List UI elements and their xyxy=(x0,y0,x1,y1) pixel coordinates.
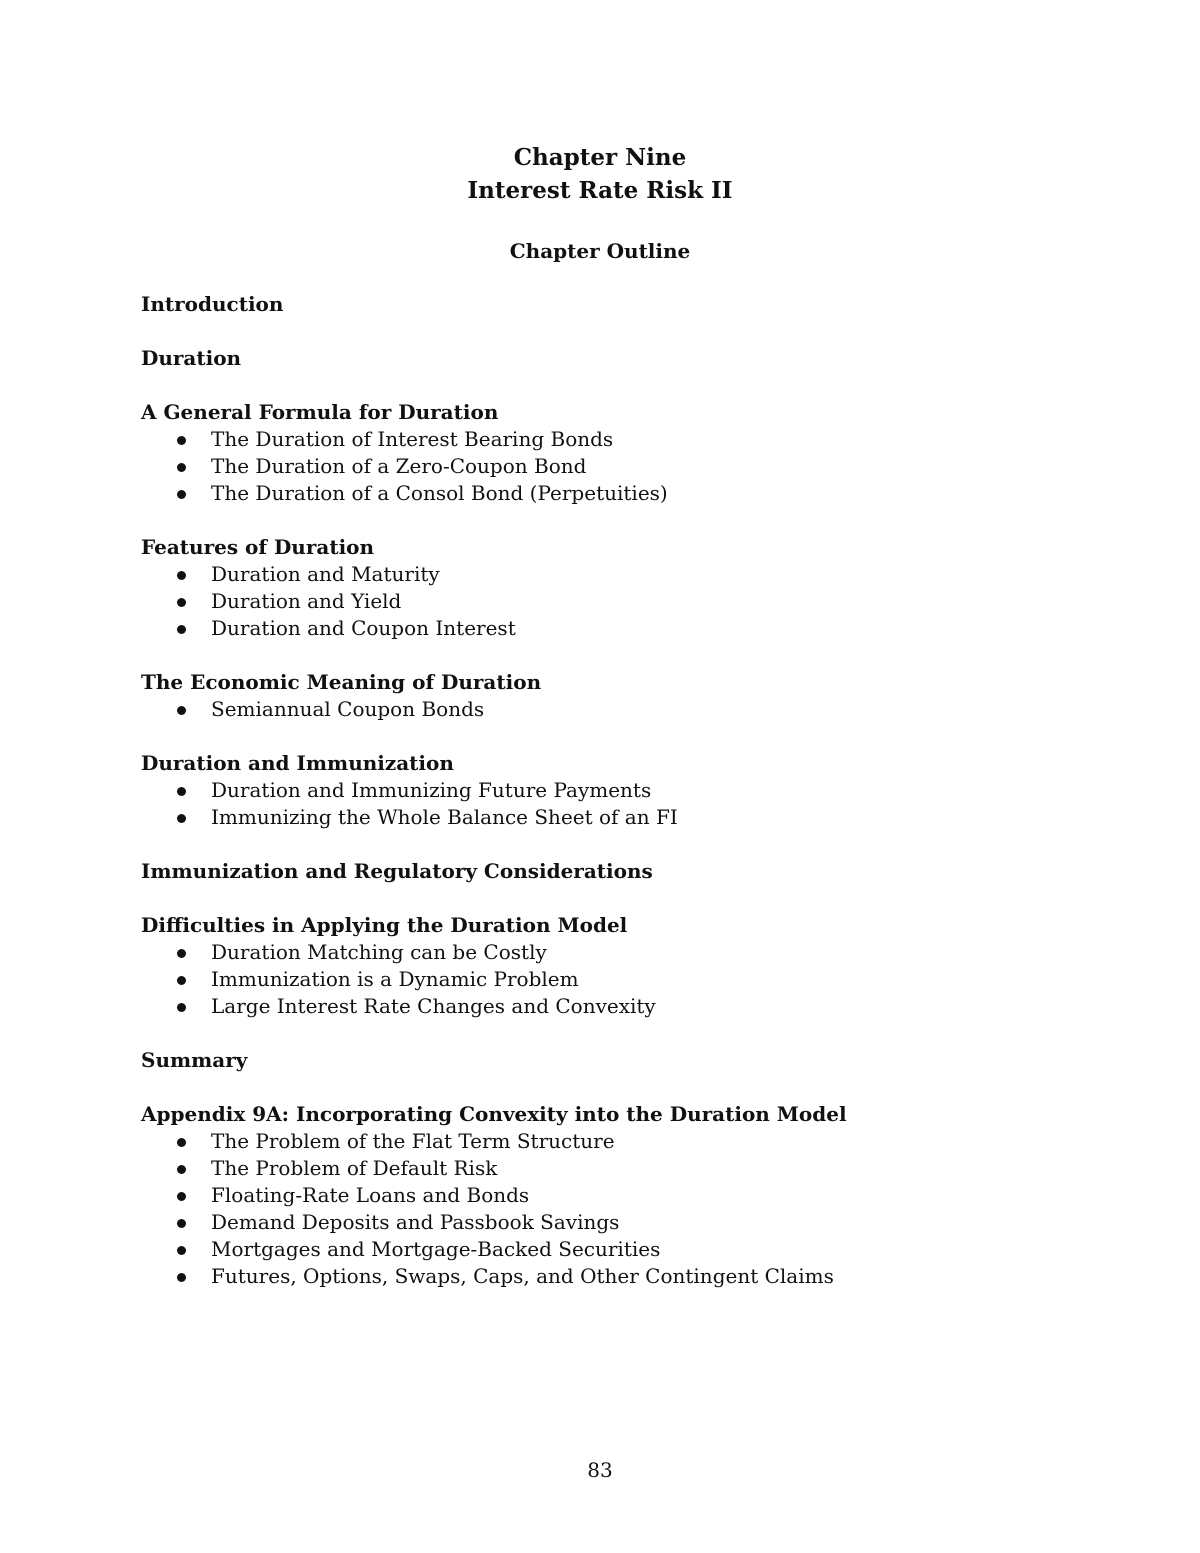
list-item-text: Demand Deposits and Passbook Savings xyxy=(211,1210,620,1234)
list-item-text: The Duration of a Zero-Coupon Bond xyxy=(211,454,587,478)
section-title: Appendix 9A: Incorporating Convexity into the Duration Model xyxy=(141,1102,847,1126)
list-item-text: Duration Matching can be Costly xyxy=(211,940,547,964)
list-item xyxy=(141,561,1061,588)
bullet-icon xyxy=(177,787,186,796)
list-item-text: Immunization is a Dynamic Problem xyxy=(211,967,579,991)
bullet-icon xyxy=(177,1246,186,1255)
list-item-text: Duration and Immunizing Future Payments xyxy=(211,778,652,802)
chapter-subtitle: Interest Rate Risk II xyxy=(467,177,733,204)
list-item-text: The Problem of the Flat Term Structure xyxy=(211,1129,615,1153)
page-number: 83 xyxy=(587,1458,613,1482)
list-item-text: Mortgages and Mortgage-Backed Securities xyxy=(211,1237,661,1261)
list-item xyxy=(141,804,1061,831)
list-item xyxy=(141,1182,1061,1209)
section-title: Introduction xyxy=(141,292,284,316)
list-item-text: Floating-Rate Loans and Bonds xyxy=(211,1183,530,1207)
list-item xyxy=(141,453,1061,480)
bullet-icon xyxy=(177,1003,186,1012)
list-item xyxy=(141,480,1061,507)
outline-section xyxy=(141,1100,1061,1290)
list-item xyxy=(141,777,1061,804)
list-item-text: The Problem of Default Risk xyxy=(211,1156,498,1180)
list-item xyxy=(141,1209,1061,1236)
list-item xyxy=(141,426,1061,453)
list-item xyxy=(141,1263,1061,1290)
bullet-icon xyxy=(177,1138,186,1147)
bullet-icon xyxy=(177,1165,186,1174)
chapter-title: Chapter Nine xyxy=(513,144,687,171)
list-item xyxy=(141,1236,1061,1263)
outline-section xyxy=(141,749,1061,831)
section-title: Features of Duration xyxy=(141,535,375,559)
list-item-text: The Duration of Interest Bearing Bonds xyxy=(211,427,614,451)
list-item xyxy=(141,696,1061,723)
list-item xyxy=(141,615,1061,642)
list-item xyxy=(141,1155,1061,1182)
list-item-text: Semiannual Coupon Bonds xyxy=(211,697,485,721)
bullet-icon xyxy=(177,571,186,580)
section-title: Immunization and Regulatory Considerations xyxy=(141,859,653,883)
outline-section xyxy=(141,911,1061,1020)
section-title: Summary xyxy=(141,1048,248,1072)
outline-section xyxy=(141,398,1061,507)
outline-section xyxy=(141,533,1061,642)
bullet-icon xyxy=(177,976,186,985)
list-item-text: Large Interest Rate Changes and Convexity xyxy=(211,994,656,1018)
bullet-icon xyxy=(177,625,186,634)
bullet-icon xyxy=(177,490,186,499)
list-item-text: Duration and Maturity xyxy=(211,562,440,586)
bullet-list xyxy=(141,1128,1061,1290)
list-item-text: Duration and Yield xyxy=(211,589,402,613)
list-item-text: Futures, Options, Swaps, Caps, and Other Contingent Claims xyxy=(211,1264,834,1288)
section-title: The Economic Meaning of Duration xyxy=(141,670,542,694)
list-item xyxy=(141,993,1061,1020)
outline-section xyxy=(141,857,1061,885)
bullet-list xyxy=(141,561,1061,642)
list-item xyxy=(141,588,1061,615)
outline-section xyxy=(141,668,1061,723)
list-item-text: The Duration of a Consol Bond (Perpetuities) xyxy=(211,481,668,505)
outline-heading: Chapter Outline xyxy=(509,239,691,263)
bullet-icon xyxy=(177,1219,186,1228)
bullet-list xyxy=(141,939,1061,1020)
bullet-icon xyxy=(177,463,186,472)
bullet-icon xyxy=(177,598,186,607)
outline-section xyxy=(141,1046,1061,1074)
bullet-icon xyxy=(177,706,186,715)
bullet-icon xyxy=(177,949,186,958)
list-item xyxy=(141,939,1061,966)
section-title: Duration and Immunization xyxy=(141,751,454,775)
section-title: A General Formula for Duration xyxy=(141,400,499,424)
bullet-list xyxy=(141,426,1061,507)
bullet-list xyxy=(141,777,1061,831)
outline-section xyxy=(141,290,1061,318)
section-title: Difficulties in Applying the Duration Model xyxy=(141,913,628,937)
list-item-text: Duration and Coupon Interest xyxy=(211,616,516,640)
list-item-text: Immunizing the Whole Balance Sheet of an FI xyxy=(211,805,678,829)
chapter-outline xyxy=(141,290,1061,1316)
bullet-icon xyxy=(177,436,186,445)
outline-section xyxy=(141,344,1061,372)
bullet-icon xyxy=(177,814,186,823)
bullet-icon xyxy=(177,1192,186,1201)
bullet-icon xyxy=(177,1273,186,1282)
list-item xyxy=(141,1128,1061,1155)
bullet-list xyxy=(141,696,1061,723)
section-title: Duration xyxy=(141,346,242,370)
list-item xyxy=(141,966,1061,993)
